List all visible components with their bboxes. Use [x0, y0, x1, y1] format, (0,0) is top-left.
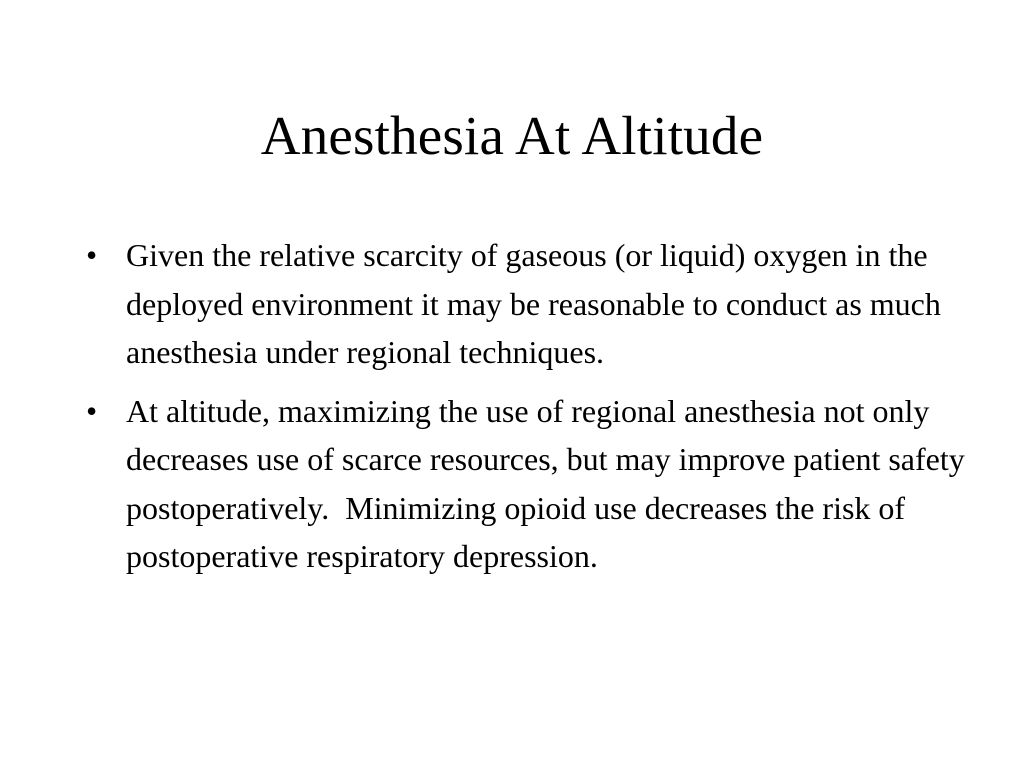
bullet-item — [86, 387, 973, 581]
bullet-text: At altitude, maximizing the use of regional anesthesia not only decreases use of scarce resources, but may improve patient safety postoperatively. Minimizing opioid use decreases the risk of postoperative respiratory depression. — [126, 392, 973, 574]
bullet-dot-icon: • — [86, 392, 98, 429]
bullet-text: Given the relative scarcity of gaseous (or liquid) oxygen in the deployed environment it may be reasonable to conduct as much anesthesia under regional techniques. — [126, 237, 949, 370]
bullet-list — [86, 231, 973, 591]
slide-title: Anesthesia At Altitude — [260, 105, 764, 166]
bullet-dot-icon: • — [86, 237, 98, 273]
bullet-item — [86, 231, 966, 377]
